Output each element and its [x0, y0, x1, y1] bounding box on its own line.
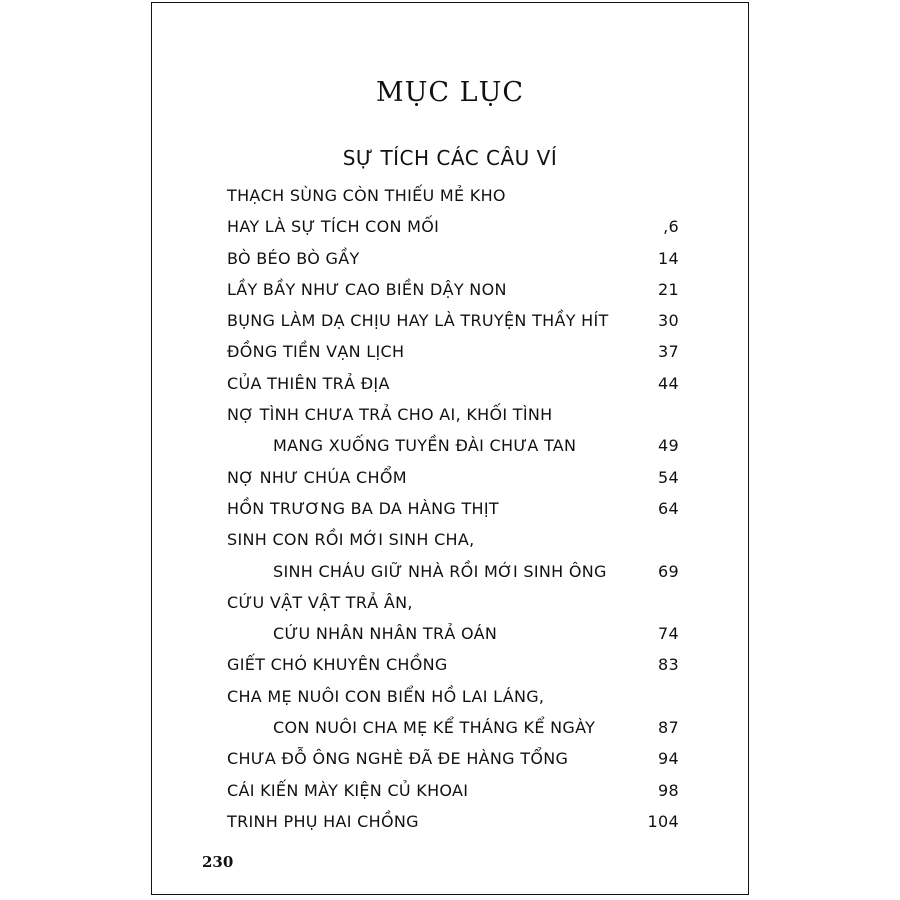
toc-entry-page: 94	[658, 749, 679, 769]
toc-entry-title: SINH CON RỒI MỚI SINH CHA,	[227, 530, 475, 550]
toc-entry-title: TRINH PHỤ HAI CHỒNG	[227, 811, 419, 831]
toc-entry-page: 83	[658, 655, 679, 675]
toc-entry-page: 30	[658, 311, 679, 331]
toc-entry-page: 44	[658, 373, 679, 393]
toc-entry	[227, 211, 679, 242]
toc-entry-page: 98	[658, 780, 679, 800]
section-heading: SỰ TÍCH CÁC CÂU VÍ	[342, 146, 558, 170]
toc-entry	[227, 493, 679, 524]
toc-entry	[227, 336, 679, 367]
toc-entry-page: 87	[658, 718, 679, 738]
toc-entry-title: CỨU VẬT VẬT TRẢ ÂN,	[227, 592, 413, 612]
toc-entry-title: CỦA THIÊN TRẢ ĐỊA	[227, 373, 390, 393]
toc-entry-title: HAY LÀ SỰ TÍCH CON MỐI	[227, 217, 440, 237]
toc-entry	[227, 806, 679, 837]
toc-entry-title: NỢ TÌNH CHƯA TRẢ CHO AI, KHỐI TÌNH	[227, 405, 553, 425]
toc-entry-page: 14	[658, 248, 679, 268]
page-number: 230	[202, 853, 234, 871]
toc-entry	[227, 399, 679, 430]
toc-entry	[227, 430, 679, 461]
toc-entry	[227, 618, 679, 649]
toc-entry-page: 54	[658, 467, 679, 487]
toc-entry-title: THẠCH SÙNG CÒN THIẾU MẺ KHO	[227, 186, 506, 205]
toc-entry	[227, 462, 679, 493]
toc-entry-title: NỢ NHƯ CHÚA CHỔM	[227, 467, 407, 487]
toc-entry	[227, 180, 679, 211]
toc-entry	[227, 305, 679, 336]
page-title: MỤC LỤC	[376, 77, 524, 108]
toc-entry	[227, 775, 679, 806]
toc-entry-page: 21	[658, 279, 679, 299]
book-page	[151, 2, 749, 895]
toc-entry-title: CHƯA ĐỖ ÔNG NGHÈ ĐÃ ĐE HÀNG TỔNG	[227, 749, 569, 769]
toc-entry-page: 64	[658, 498, 679, 518]
toc-entry-page: 104	[647, 811, 679, 831]
toc-entry-title: CON NUÔI CHA MẸ KỂ THÁNG KỂ NGÀY	[273, 718, 596, 738]
toc-entry	[227, 681, 679, 712]
toc-entry-page: 37	[658, 342, 679, 362]
toc-entry-page: 74	[658, 624, 679, 644]
toc-entry-title: LẦY BẦY NHƯ CAO BIỀN DẬY NON	[227, 279, 507, 299]
toc-entry-title: BỤNG LÀM DẠ CHỊU HAY LÀ TRUYỆN THẦY HÍT	[227, 311, 609, 331]
toc-entry-title: HỒN TRƯƠNG BA DA HÀNG THỊT	[227, 498, 499, 518]
toc-entry-title: CỨU NHÂN NHÂN TRẢ OÁN	[273, 624, 498, 644]
toc-entry	[227, 556, 679, 587]
toc-entry	[227, 587, 679, 618]
toc-entry	[227, 712, 679, 743]
toc-entry-title: MANG XUỐNG TUYỀN ĐÀI CHƯA TAN	[273, 436, 577, 456]
toc-entry	[227, 743, 679, 774]
toc-entry	[227, 649, 679, 680]
toc-entry-page: ,6	[663, 217, 679, 237]
toc-entry-page: 69	[658, 561, 679, 581]
toc-entry-title: BÒ BÉO BÒ GẦY	[227, 248, 360, 268]
toc-entry	[227, 243, 679, 274]
toc-entry	[227, 274, 679, 305]
table-of-contents	[227, 180, 679, 837]
toc-entry-title: ĐỒNG TIỀN VẠN LỊCH	[227, 342, 405, 362]
toc-entry	[227, 368, 679, 399]
toc-entry-title: CÁI KIẾN MÀY KIỆN CỦ KHOAI	[227, 780, 469, 800]
toc-entry-page: 49	[658, 436, 679, 456]
toc-entry	[227, 524, 679, 555]
toc-entry-title: SINH CHÁU GIỮ NHÀ RỒI MỚI SINH ÔNG	[273, 561, 607, 581]
toc-entry-title: CHA MẸ NUÔI CON BIỂN HỒ LAI LÁNG,	[227, 686, 545, 706]
toc-entry-title: GIẾT CHÓ KHUYÊN CHỒNG	[227, 655, 448, 675]
